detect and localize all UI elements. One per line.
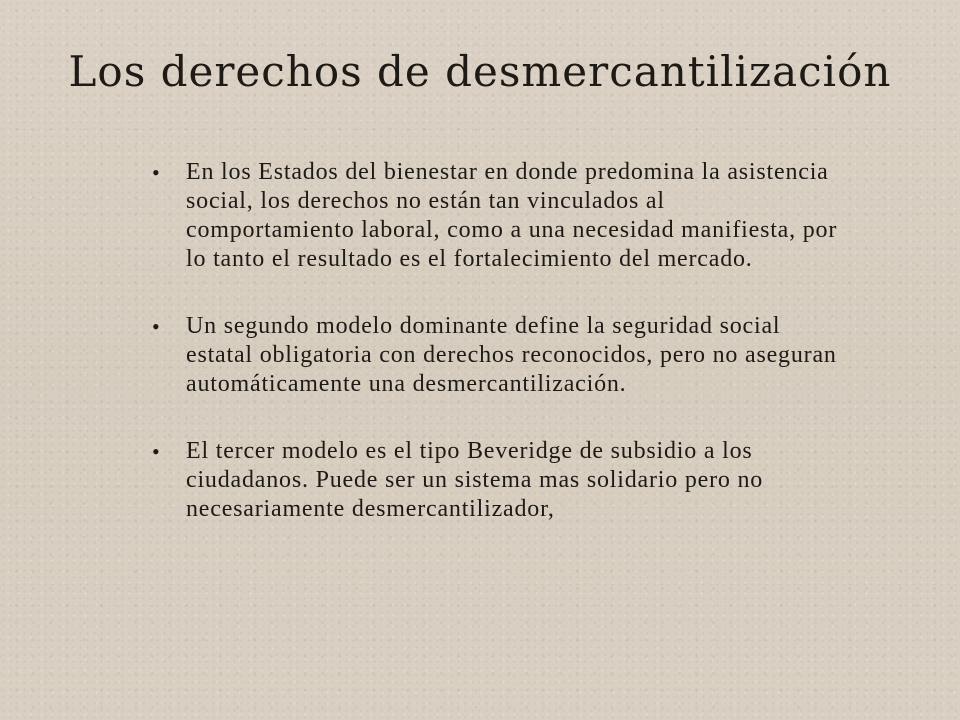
bullet-dot-icon: • — [152, 160, 161, 185]
bullet-dot-icon: • — [152, 439, 161, 464]
bullet-text: Un segundo modelo dominante define la seguridad social estatal obligatoria con derechos reconocidos, pero no aseguran automáticamente una desmercantilización. — [186, 313, 837, 397]
bullet-item-1 — [150, 158, 840, 274]
bullet-dot-icon: • — [152, 314, 161, 339]
bullet-item-2 — [150, 312, 840, 399]
slide-title: Los derechos de desmercantilización — [68, 47, 892, 96]
bullet-text: En los Estados del bienestar en donde predomina la asistencia social, los derechos no están tan vinculados al comportamiento laboral, como a una necesidad manifiesta, por lo tanto el resultado es el fortalecimiento del mercado. — [186, 159, 838, 272]
bullet-text: El tercer modelo es el tipo Beveridge de subsidio a los ciudadanos. Puede ser un sistema mas solidario pero no necesariamente desmercantilizador, — [186, 438, 764, 522]
bullet-item-3 — [150, 437, 840, 524]
bullet-list — [150, 158, 840, 524]
